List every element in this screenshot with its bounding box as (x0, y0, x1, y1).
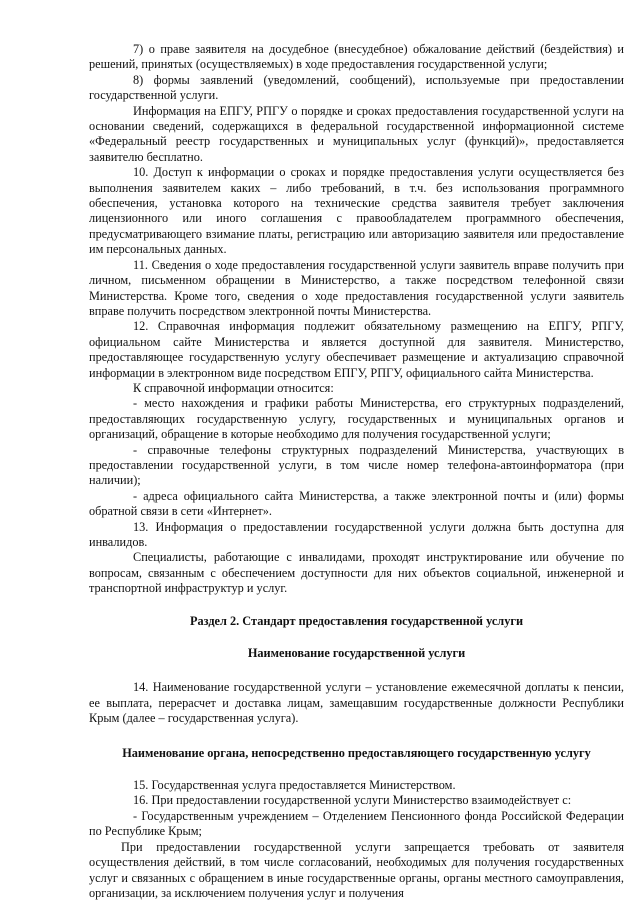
paragraph-prohibition: При предоставлении государственной услуги запрещается требовать от заявителя осуществления действий, в том числе согласований, необходимых для получения государственных услуг и связанных с обращением в иные государственные органы, органы местного самоуправления, организации, за исключением получения услуг и получения (89, 839, 624, 900)
paragraph-16: 16. При предоставлении государственной услуги Министерство взаимодействует с: (133, 793, 572, 808)
paragraph-10: 10. Доступ к информации о сроках и порядке предоставления услуги осуществляется без выполнения заявителем каких – либо требований, в т.ч. без использования программного обеспечения, установка которого на технические средства заявителя требует заключения лицензионного или иного соглашения с правообладателем программного обеспечения, предусматривающего взимание платы, регистрацию или авторизацию заявителя или предоставление им персональных данных. (89, 165, 624, 257)
section-heading: Раздел 2. Стандарт предоставления государственной услуги (189, 613, 524, 628)
paragraph-info-epgu: Информация на ЕПГУ, РПГУ о порядке и сроках предоставления государственной услуги на основании сведений, содержащихся в федеральной государственной информационной системе «Федеральный реестр государственных и муниципальных услуг (функций)», предоставляется заявителю бесплатно. (89, 103, 624, 164)
subheading-organ-name: Наименование органа, непосредственно предоставляющего государственную услугу (122, 745, 591, 760)
list-item-pension-fund: - Государственным учреждением – Отделением Пенсионного фонда Российской Федерации по Республике Крым; (89, 808, 624, 839)
list-item-phones: - справочные телефоны структурных подразделений Министерства, участвующих в предоставлении государственной услуги, в том числе номер телефона-автоинформатора (при наличии); (89, 442, 624, 488)
paragraph-11: 11. Сведения о ходе предоставления государственной услуги заявитель вправе получить при личном, письменном обращении в Министерство, а также посредством телефонной связи Министерства. Кроме того, сведения о ходе предоставления государственной услуги заявитель вправе получить посредством электронной почты Министерства. (89, 257, 624, 318)
paragraph-8: 8) формы заявлений (уведомлений, сообщений), используемые при предоставлении государственной услуги. (89, 72, 624, 103)
list-item-addresses: - адреса официального сайта Министерства, а также электронной почты и (или) формы обратной связи в сети «Интернет». (89, 488, 624, 519)
subheading-service-name: Наименование государственной услуги (247, 646, 466, 661)
paragraph-13: 13. Информация о предоставлении государственной услуги должна быть доступна для инвалидов. (89, 519, 624, 549)
paragraph-7: 7) о праве заявителя на досудебное (внесудебное) обжалование действий (бездействия) и решений, принятых (осуществляемых) в ходе предоставления государственной услуги; (89, 42, 624, 72)
paragraph-reference-info: К справочной информации относится: (133, 380, 334, 395)
paragraph-specialists: Специалисты, работающие с инвалидами, проходят инструктирование или обучение по вопросам, связанным с обеспечением доступности для них объектов социальной, инженерной и транспортной инфраструктур и услуг. (89, 550, 624, 596)
list-item-location: - место нахождения и графики работы Министерства, его структурных подразделений, предоставляющих государственную услугу, государственных и муниципальных органов и организаций, обращение в которые необходимо для получения государственной услуги; (89, 396, 624, 442)
paragraph-12: 12. Справочная информация подлежит обязательному размещению на ЕПГУ, РПГУ, официальном сайте Министерства и является доступной для заявителя. Министерство, предоставляющее государственную услугу обеспечивает размещение и актуализацию справочной информации в электронном виде посредством ЕПГУ, РПГУ, официального сайта Министерства. (89, 319, 624, 380)
paragraph-14: 14. Наименование государственной услуги – установление ежемесячной доплаты к пенсии, ее выплата, перерасчет и доставка лицам, замещавшим государственные должности Республики Крым (далее – государственная услуга). (89, 680, 624, 726)
paragraph-15: 15. Государственная услуга предоставляется Министерством. (133, 778, 456, 793)
